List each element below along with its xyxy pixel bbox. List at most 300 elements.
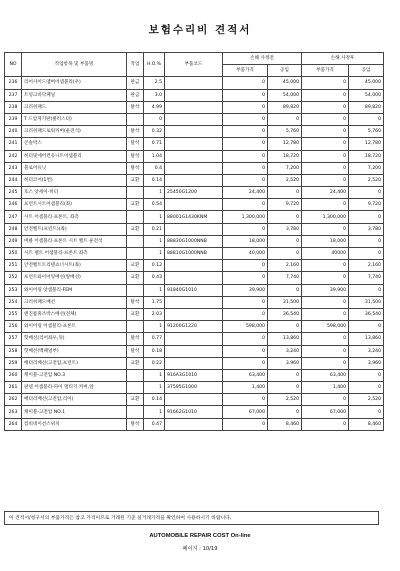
cell-after-labor: 0: [349, 211, 384, 223]
cell-after-part-price: 0: [302, 199, 349, 211]
cell-after-part-price: 24,400: [302, 187, 349, 199]
cell-after-labor: 36,540: [349, 308, 384, 320]
cell-part-code: [165, 89, 223, 101]
cell-hours: 1: [144, 382, 165, 394]
cell-no: 238: [5, 101, 22, 113]
cell-before-part-price: 0: [223, 272, 268, 284]
cell-before-part-price: 0: [223, 174, 268, 186]
notice-text: 이 견적서/청구서의 부품가격은 참고 가격이므로 거래된 기준 실거래가격을 확인하여 사용하시기 바랍니다.: [4, 511, 379, 525]
cell-before-labor: 36,540: [268, 308, 302, 320]
cell-before-labor: 7,740: [268, 272, 302, 284]
cell-before-part-price: 18,000: [223, 235, 268, 247]
cell-no: 259: [5, 357, 22, 369]
cell-hours: 1: [144, 187, 165, 199]
cell-part-code: 25450G1200: [165, 187, 223, 199]
cell-after-part-price: 0: [302, 150, 349, 162]
cell-after-part-price: 0: [302, 174, 349, 186]
table-row: [5, 333, 384, 345]
table-row: [5, 345, 384, 357]
cell-before-part-price: 1,300,000: [223, 211, 268, 223]
cell-item: 호스 앗세이-히터: [22, 187, 127, 199]
cell-before-part-price: 0: [223, 162, 268, 174]
cell-item: 와이어링 어셈블리-프론트: [22, 321, 127, 333]
cell-before-labor: 0: [268, 284, 302, 296]
cell-hours: 2.5: [144, 77, 165, 89]
cell-after-part-price: 0: [302, 138, 349, 150]
cell-after-labor: 2,520: [349, 394, 384, 406]
cell-no: 253: [5, 284, 22, 296]
cell-no: 244: [5, 174, 22, 186]
cell-before-labor: 0: [268, 211, 302, 223]
cell-after-part-price: 1,300,000: [302, 211, 349, 223]
table-row: [5, 138, 384, 150]
cell-before-labor: 13,860: [268, 333, 302, 345]
cell-no: 239: [5, 113, 22, 125]
cell-no: 242: [5, 150, 22, 162]
cell-after-part-price: 1,400: [302, 382, 349, 394]
cell-after-part-price: 0: [302, 418, 349, 430]
cell-after-part-price: 39,900: [302, 284, 349, 296]
cell-before-part-price: 598,000: [223, 321, 268, 333]
cell-item: 블로어유닛: [22, 162, 127, 174]
cell-no: 248: [5, 223, 22, 235]
cell-part-code: 88810G1000NNB: [165, 248, 223, 260]
cell-after-labor: 18,720: [349, 150, 384, 162]
cell-part-code: [165, 101, 223, 113]
header-after-part-price: 부품가격: [302, 65, 349, 77]
cell-after-part-price: 0: [302, 77, 349, 89]
cell-before-part-price: 0: [223, 357, 268, 369]
cell-item: 시트 어셈블리-프론트, 좌측: [22, 211, 127, 223]
cell-after-labor: 0: [349, 248, 384, 260]
cell-work: 교환: [127, 394, 144, 406]
cell-item: 콘솔박스: [22, 138, 127, 150]
cell-part-code: [165, 260, 223, 272]
cell-work: 교환: [127, 174, 144, 186]
table-row: [5, 272, 384, 284]
cell-hours: 0.22: [144, 357, 165, 369]
table-row: [5, 126, 384, 138]
cell-no: 243: [5, 162, 22, 174]
cell-item: 크러쉬패드로워커버(운전석): [22, 126, 127, 138]
cell-work: 교환: [127, 199, 144, 211]
table-row: [5, 406, 384, 418]
cell-hours: 0.21: [144, 223, 165, 235]
cell-before-labor: 0: [268, 369, 302, 381]
cell-after-labor: 0: [349, 113, 384, 125]
cell-hours: 0.43: [144, 272, 165, 284]
cell-part-code: [165, 162, 223, 174]
cell-item: 케이블-고전압 NO.3: [22, 369, 127, 381]
cell-before-part-price: 0: [223, 150, 268, 162]
table-row: [5, 394, 384, 406]
cell-work: [127, 211, 144, 223]
cell-no: 263: [5, 406, 22, 418]
table-body: [5, 77, 384, 430]
cell-after-part-price: 0: [302, 260, 349, 272]
table-row: [5, 296, 384, 308]
table-row: [5, 223, 384, 235]
cell-after-labor: 0: [349, 369, 384, 381]
cell-part-code: 91200G1220: [165, 321, 223, 333]
cell-hours: 0.4: [144, 162, 165, 174]
cell-before-part-price: 0: [223, 296, 268, 308]
cell-after-part-price: 0: [302, 308, 349, 320]
cell-before-part-price: 24,400: [223, 187, 268, 199]
cell-no: 258: [5, 345, 22, 357]
cell-before-labor: 12,780: [268, 138, 302, 150]
table-row: [5, 174, 384, 186]
cell-part-code: [165, 418, 223, 430]
cell-after-labor: 0: [349, 406, 384, 418]
cell-work: [127, 113, 144, 125]
table-row: [5, 211, 384, 223]
cell-before-labor: 5,760: [268, 126, 302, 138]
table-row: [5, 284, 384, 296]
header-before-labor: 공임: [268, 65, 302, 77]
cell-before-part-price: 39,900: [223, 284, 268, 296]
table-row: [5, 150, 384, 162]
cell-hours: 1: [144, 321, 165, 333]
cell-part-code: 91662G1010: [165, 406, 223, 418]
cell-item: 히터및에어컨유니트어셈블리: [22, 150, 127, 162]
cell-before-labor: 0: [268, 382, 302, 394]
header-code: 부품코드: [165, 53, 223, 77]
table-row: [5, 89, 384, 101]
cell-hours: 1: [144, 284, 165, 296]
cell-after-part-price: 0: [302, 272, 349, 284]
cell-before-labor: 3,240: [268, 345, 302, 357]
cell-after-labor: 3,960: [349, 357, 384, 369]
cell-no: 254: [5, 296, 22, 308]
cell-item: 버클 어셈블리-프론트 시트 벨트 운전석: [22, 235, 127, 247]
cell-before-part-price: 0: [223, 308, 268, 320]
cell-after-part-price: 63,400: [302, 369, 349, 381]
cell-work: 탈착: [127, 296, 144, 308]
cell-no: 236: [5, 77, 22, 89]
cell-after-part-price: 0: [302, 101, 349, 113]
cell-work: 교환: [127, 272, 144, 284]
table-row: [5, 187, 384, 199]
cell-no: 250: [5, 248, 22, 260]
cell-after-labor: 8,460: [349, 418, 384, 430]
cell-item: 핫배선(리어좌우,뒤): [22, 333, 127, 345]
cell-after-part-price: 598,000: [302, 321, 349, 333]
cell-part-code: [165, 394, 223, 406]
cell-no: 241: [5, 138, 22, 150]
cell-after-part-price: 0: [302, 223, 349, 235]
cell-hours: 0: [144, 113, 165, 125]
cell-after-labor: 0: [349, 321, 384, 333]
header-no: NO: [5, 53, 22, 77]
cell-part-code: [165, 77, 223, 89]
cell-after-labor: 0: [349, 382, 384, 394]
cell-before-labor: 0: [268, 248, 302, 260]
cell-work: 판금: [127, 89, 144, 101]
cell-part-code: 91840G1010: [165, 284, 223, 296]
cell-item: T 드암게기판(클러스터): [22, 113, 127, 125]
cell-hours: 1: [144, 248, 165, 260]
cell-after-labor: 2,160: [349, 260, 384, 272]
cell-before-labor: 0: [268, 321, 302, 333]
cell-hours: 3.0: [144, 89, 165, 101]
cell-no: 237: [5, 89, 22, 101]
cell-item: 안전벨트트리텐쇼너시트(좌): [22, 260, 127, 272]
cell-after-part-price: 0: [302, 162, 349, 174]
cell-work: 판금: [127, 77, 144, 89]
table-row: [5, 260, 384, 272]
cell-part-code: [165, 150, 223, 162]
cell-before-labor: 8,460: [268, 418, 302, 430]
cell-before-labor: 89,820: [268, 101, 302, 113]
cell-hours: 4.99: [144, 101, 165, 113]
cell-item: 배터리배선(고전압,리어): [22, 394, 127, 406]
cell-after-part-price: 18,000: [302, 235, 349, 247]
cell-part-code: [165, 223, 223, 235]
estimate-table: [4, 52, 384, 431]
cell-work: 탈착: [127, 150, 144, 162]
cell-hours: 0.54: [144, 199, 165, 211]
cell-before-part-price: 0: [223, 113, 268, 125]
cell-hours: 0.12: [144, 260, 165, 272]
cell-part-code: [165, 308, 223, 320]
table-row: [5, 113, 384, 125]
cell-after-labor: 7,200: [349, 162, 384, 174]
cell-hours: 0.14: [144, 174, 165, 186]
cell-before-part-price: 0: [223, 101, 268, 113]
cell-item: 안전벨트(프런트)(좌): [22, 223, 127, 235]
cell-no: 245: [5, 187, 22, 199]
cell-hours: 0.77: [144, 333, 165, 345]
table-row: [5, 77, 384, 89]
cell-hours: 1: [144, 211, 165, 223]
cell-after-labor: 45,000: [349, 77, 384, 89]
table-row: [5, 382, 384, 394]
cell-no: 246: [5, 199, 22, 211]
cell-no: 252: [5, 272, 22, 284]
cell-item: 트렁크바닥패널: [22, 89, 127, 101]
cell-before-part-price: 0: [223, 394, 268, 406]
cell-item: 프런트와이어링배선(앞배선): [22, 272, 127, 284]
table-row: [5, 321, 384, 333]
page-number: 페이지 : 10/19: [182, 546, 218, 552]
cell-hours: 0.32: [144, 126, 165, 138]
table-row: [5, 248, 384, 260]
header-before-group: 손해 사정전: [223, 53, 302, 65]
table-row: [5, 357, 384, 369]
cell-part-code: [165, 199, 223, 211]
cell-work: [127, 382, 144, 394]
header-after-group: 손해 사정후: [302, 53, 384, 65]
table-row: [5, 418, 384, 430]
table-row: [5, 369, 384, 381]
cell-no: 251: [5, 260, 22, 272]
header-item: 작업항목 및 부품명: [22, 53, 127, 77]
cell-hours: 1.04: [144, 150, 165, 162]
cell-hours: 1: [144, 235, 165, 247]
cell-after-part-price: 0: [302, 126, 349, 138]
cell-item: 크러쉬패드배선: [22, 296, 127, 308]
header-work: 작업: [127, 53, 144, 77]
cell-work: [127, 406, 144, 418]
cell-hours: 1: [144, 406, 165, 418]
cell-after-labor: 12,780: [349, 138, 384, 150]
cell-before-labor: 45,000: [268, 77, 302, 89]
cell-item: 히터코어(1번): [22, 174, 127, 186]
cell-after-labor: 3,240: [349, 345, 384, 357]
header-before-part-price: 부품가격: [223, 65, 268, 77]
cell-item: 배터리배선(고전압,프런트): [22, 357, 127, 369]
cell-before-part-price: 0: [223, 77, 268, 89]
cell-item: 리어사이드멤버어셈블리(우): [22, 77, 127, 89]
cell-after-labor: 54,000: [349, 89, 384, 101]
cell-part-code: 37595G1000: [165, 382, 223, 394]
cell-before-part-price: 0: [223, 260, 268, 272]
cell-before-part-price: 0: [223, 345, 268, 357]
cell-hours: 1.75: [144, 296, 165, 308]
cell-no: 249: [5, 235, 22, 247]
cell-before-part-price: 0: [223, 199, 268, 211]
cell-after-labor: 0: [349, 284, 384, 296]
cell-before-labor: 54,000: [268, 89, 302, 101]
cell-work: [127, 321, 144, 333]
cell-hours: 2.03: [144, 308, 165, 320]
cell-no: 257: [5, 333, 22, 345]
cell-item: 와이어링 앗셈블리-FEM: [22, 284, 127, 296]
cell-after-labor: 5,760: [349, 126, 384, 138]
cell-before-part-price: 0: [223, 89, 268, 101]
table-row: [5, 199, 384, 211]
header-after-labor: 공임: [349, 65, 384, 77]
cell-part-code: 88830G1000NNB: [165, 235, 223, 247]
cell-before-labor: 0: [268, 187, 302, 199]
cell-work: 탈착: [127, 333, 144, 345]
cell-before-part-price: 0: [223, 126, 268, 138]
cell-before-labor: 0: [268, 113, 302, 125]
cell-part-code: [165, 174, 223, 186]
cell-before-labor: 2,520: [268, 394, 302, 406]
cell-after-labor: 13,860: [349, 333, 384, 345]
cell-hours: 0.47: [144, 418, 165, 430]
cell-hours: 0.71: [144, 138, 165, 150]
table-row: [5, 308, 384, 320]
cell-before-labor: 9,720: [268, 199, 302, 211]
cell-part-code: 916A3G1010: [165, 369, 223, 381]
cell-work: [127, 187, 144, 199]
cell-before-labor: 18,720: [268, 150, 302, 162]
cell-after-labor: 0: [349, 187, 384, 199]
cell-no: 260: [5, 369, 22, 381]
cell-hours: 0.18: [144, 345, 165, 357]
cell-before-part-price: 0: [223, 418, 268, 430]
cell-after-labor: 7,740: [349, 272, 384, 284]
cell-hours: 1: [144, 369, 165, 381]
cell-hours: 0.14: [144, 394, 165, 406]
cell-after-labor: 0: [349, 235, 384, 247]
cell-part-code: [165, 272, 223, 284]
cell-before-labor: 0: [268, 406, 302, 418]
cell-work: 교환: [127, 357, 144, 369]
cell-no: 255: [5, 308, 22, 320]
header-hours: H.O.%: [144, 53, 165, 77]
cell-work: 교환: [127, 308, 144, 320]
cell-before-part-price: 63,400: [223, 369, 268, 381]
cell-before-labor: 2,520: [268, 174, 302, 186]
cell-part-code: [165, 333, 223, 345]
cell-item: 케이블-고전압 NO.1: [22, 406, 127, 418]
cell-after-labor: 3,780: [349, 223, 384, 235]
cell-before-labor: 2,160: [268, 260, 302, 272]
cell-after-labor: 9,720: [349, 199, 384, 211]
table-row: [5, 101, 384, 113]
cell-after-labor: 2,520: [349, 174, 384, 186]
cell-part-code: [165, 357, 223, 369]
cell-part-code: 88001G1430KNM: [165, 211, 223, 223]
cell-item: 시트 벨트 어셈블리-프론트 좌측: [22, 248, 127, 260]
footer-title: AUTOMOBILE REPAIR COST On-line: [149, 533, 251, 539]
cell-no: 240: [5, 126, 22, 138]
cell-item: 엔진룸휴즈박스배선(전체): [22, 308, 127, 320]
cell-part-code: [165, 138, 223, 150]
cell-item: 핫배선(백패널부): [22, 345, 127, 357]
cell-work: 탈착: [127, 418, 144, 430]
cell-item: 판넬 어셈블리-파이 멀티기 커버,앞: [22, 382, 127, 394]
cell-item: 컴비네이션스위치: [22, 418, 127, 430]
cell-work: 탈착: [127, 138, 144, 150]
cell-no: 264: [5, 418, 22, 430]
cell-work: 탈착: [127, 162, 144, 174]
cell-before-labor: 31,500: [268, 296, 302, 308]
document-title: 보험수리비 견적서: [148, 24, 252, 36]
cell-work: 교환: [127, 260, 144, 272]
cell-before-part-price: 67,000: [223, 406, 268, 418]
table-row: [5, 162, 384, 174]
cell-before-part-price: 0: [223, 138, 268, 150]
cell-before-part-price: 0: [223, 333, 268, 345]
cell-after-part-price: 0: [302, 394, 349, 406]
cell-item: 크러쉬패드: [22, 101, 127, 113]
cell-work: 교환: [127, 223, 144, 235]
cell-after-labor: 89,820: [349, 101, 384, 113]
table-row: [5, 235, 384, 247]
cell-after-part-price: 40000: [302, 248, 349, 260]
cell-part-code: [165, 296, 223, 308]
cell-work: 탈착: [127, 101, 144, 113]
cell-part-code: [165, 113, 223, 125]
cell-work: [127, 248, 144, 260]
cell-before-labor: 7,200: [268, 162, 302, 174]
cell-after-part-price: 67,000: [302, 406, 349, 418]
cell-before-part-price: 0: [223, 223, 268, 235]
cell-no: 256: [5, 321, 22, 333]
cell-after-labor: 31,500: [349, 296, 384, 308]
cell-before-part-price: 1,400: [223, 382, 268, 394]
cell-no: 262: [5, 394, 22, 406]
cell-before-labor: 3,960: [268, 357, 302, 369]
cell-after-part-price: 0: [302, 296, 349, 308]
cell-before-labor: 0: [268, 235, 302, 247]
cell-before-part-price: 40,000: [223, 248, 268, 260]
cell-part-code: [165, 126, 223, 138]
cell-after-part-price: 0: [302, 113, 349, 125]
cell-work: 탈착: [127, 345, 144, 357]
cell-no: 261: [5, 382, 22, 394]
cell-work: [127, 369, 144, 381]
cell-work: [127, 235, 144, 247]
cell-after-part-price: 0: [302, 89, 349, 101]
cell-no: 247: [5, 211, 22, 223]
cell-work: [127, 284, 144, 296]
